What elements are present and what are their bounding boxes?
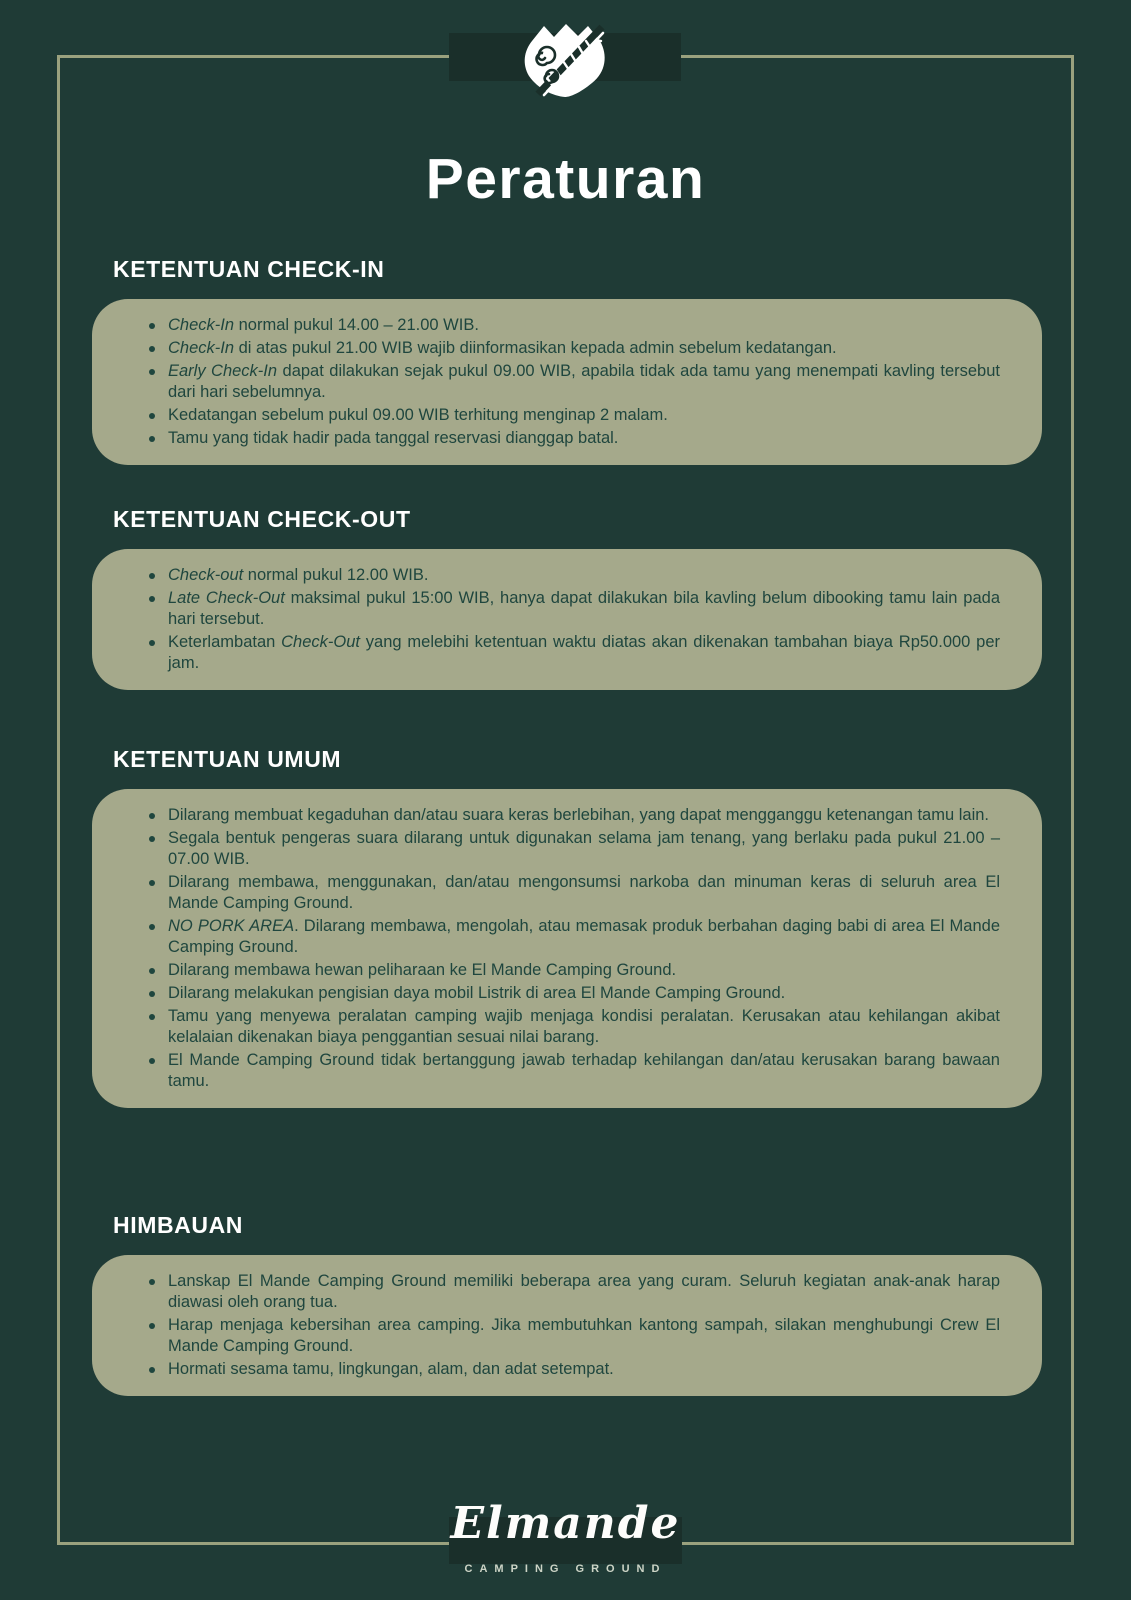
rule-text-italic: Check-Out: [281, 633, 360, 651]
section-ketentuan-check-in: [92, 256, 1042, 465]
section-himbauan: [92, 1212, 1042, 1396]
rule-text: yang melebihi ketentuan waktu diatas akan dikenakan tambahan biaya Rp50.000 per jam.: [168, 633, 1001, 672]
rule-item: [148, 405, 1000, 426]
rule-text: normal pukul 14.00 – 21.00 WIB.: [234, 316, 479, 334]
rules-panel: [92, 299, 1042, 465]
rule-item: [148, 916, 1000, 958]
rule-text: Dilarang membawa, menggunakan, dan/atau mengonsumsi narkoba dan minuman keras di seluruh area El Mande Camping Ground.: [168, 873, 1000, 912]
rule-item: [148, 428, 1000, 449]
rule-text: Lanskap El Mande Camping Ground memiliki beberapa area yang curam. Seluruh kegiatan anak-anak harap diawasi oleh orang tua.: [168, 1272, 1000, 1311]
rules-list: [114, 805, 1000, 1092]
rule-text: Dilarang melakukan pengisian daya mobil Listrik di area El Mande Camping Ground.: [168, 984, 786, 1002]
elmande-script-logo: Elmande: [450, 1498, 681, 1549]
rule-item: [148, 828, 1000, 870]
rule-text-italic: Early Check-In: [168, 362, 278, 380]
rule-item: [148, 1359, 1000, 1380]
rule-item: [148, 1271, 1000, 1313]
rule-text: normal pukul 12.00 WIB.: [243, 566, 429, 584]
rule-item: [148, 1050, 1000, 1092]
rule-item: [148, 565, 1000, 586]
page-title: Peraturan: [425, 147, 706, 212]
rule-text: Keterlambatan: [168, 633, 282, 651]
rule-item: [148, 632, 1000, 674]
rule-text: di atas pukul 21.00 WIB wajib diinformasikan kepada admin sebelum kedatangan.: [234, 339, 837, 357]
rule-item: [148, 361, 1000, 403]
section-heading: HIMBAUAN: [113, 1212, 244, 1238]
rule-item: [148, 872, 1000, 914]
rule-text-italic: Late Check-Out: [168, 589, 285, 607]
rule-text: Tamu yang menyewa peralatan camping wajib menjaga kondisi peralatan. Kerusakan atau kehilangan akibat kelalaian dikenakan biaya penggantian sesuai nilai barang.: [168, 1007, 1000, 1046]
rule-text: Tamu yang tidak hadir pada tanggal reservasi dianggap batal.: [168, 429, 619, 447]
rule-text: Segala bentuk pengeras suara dilarang untuk digunakan selama jam tenang, yang berlaku pada pukul 21.00 – 07.00 WIB.: [168, 829, 1000, 868]
rule-text: El Mande Camping Ground tidak bertanggung jawab terhadap kehilangan dan/atau kerusakan barang bawaan tamu.: [168, 1051, 1000, 1090]
section-heading: KETENTUAN UMUM: [113, 746, 342, 772]
rules-list: [114, 1271, 1000, 1380]
rule-text: . Dilarang membawa, mengolah, atau memasak produk berbahan daging babi di area El Mande Camping Ground.: [168, 917, 1001, 956]
rule-item: [148, 983, 1000, 1004]
rule-item: [148, 338, 1000, 359]
rule-text-italic: Check-In: [168, 316, 235, 334]
section-ketentuan-umum: [92, 746, 1042, 1108]
rule-text-italic: Check-In: [168, 339, 235, 357]
rules-list: [114, 315, 1000, 449]
rule-text-italic: NO PORK AREA: [168, 917, 295, 935]
rules-list: [114, 565, 1000, 674]
rule-text: Kedatangan sebelum pukul 09.00 WIB terhitung menginap 2 malam.: [168, 406, 668, 424]
rule-item: [148, 1006, 1000, 1048]
rules-panel: [92, 1255, 1042, 1396]
rule-text: maksimal pukul 15:00 WIB, hanya dapat dilakukan bila kavling belum dibooking tamu lain pada hari tersebut.: [168, 589, 1001, 628]
rules-panel: [92, 789, 1042, 1108]
rule-item: [148, 1315, 1000, 1357]
rule-item: [148, 960, 1000, 981]
rule-text: Dilarang membawa hewan peliharaan ke El Mande Camping Ground.: [168, 961, 677, 979]
rule-text: Harap menjaga kebersihan area camping. Jika membutuhkan kantong sampah, silakan menghubungi Crew El Mande Camping Ground.: [168, 1316, 1000, 1355]
rule-text-italic: Check-out: [168, 566, 244, 584]
section-heading: KETENTUAN CHECK-OUT: [113, 506, 411, 532]
rule-text: Hormati sesama tamu, lingkungan, alam, dan adat setempat.: [168, 1360, 614, 1378]
rules-panel: [92, 549, 1042, 690]
rule-item: [148, 588, 1000, 630]
rule-item: [148, 805, 1000, 826]
rule-item: [148, 315, 1000, 336]
section-heading: KETENTUAN CHECK-IN: [113, 256, 385, 282]
rule-text: Dilarang membuat kegaduhan dan/atau suara keras berlebihan, yang dapat mengganggu ketenangan tamu lain.: [168, 806, 989, 824]
section-ketentuan-check-out: [92, 506, 1042, 690]
rule-text: dapat dilakukan sejak pukul 09.00 WIB, apabila tidak ada tamu yang menempati kavling tersebut dari hari sebelumnya.: [168, 362, 1000, 401]
footer-tagline: CAMPING GROUND: [464, 1563, 667, 1575]
